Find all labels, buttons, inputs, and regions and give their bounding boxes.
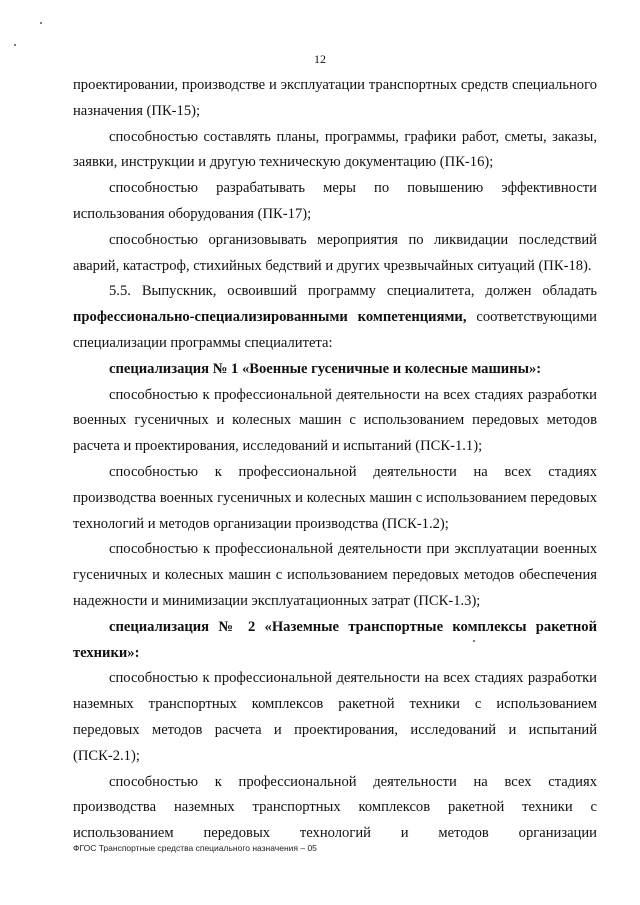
page-footer: ФГОС Транспортные средства специального назначения – 05	[73, 843, 317, 853]
paragraph-5-5-rest: соответствующими специализации программы специалитета:	[73, 309, 597, 351]
scan-speck	[40, 22, 42, 24]
paragraph-psk-1-3: способностью к профессиональной деятельности при эксплуатации военных гусеничных и колесных машин с использованием передовых методов обеспечения надежности и минимизации эксплуатационных затрат (ПСК-1.3);	[73, 541, 597, 609]
paragraph-psk-1-1: способностью к профессиональной деятельности на всех стадиях разработки военных гусеничных и колесных машин с использованием передовых методов расчета и проектирования, исследований и испытаний (ПСК-1.1);	[73, 386, 597, 455]
specialization-2-heading: специализация № 2 «Наземные транспортные комплексы ракетной техники»:	[73, 618, 597, 661]
paragraph-pk18: способностью организовывать мероприятия по ликвидации последствий аварий, катастроф, стихийных бедствий и других чрезвычайных ситуаций (ПК-18).	[73, 231, 597, 274]
paragraph-5-5	[73, 279, 597, 356]
paragraph-pk16: способностью составлять планы, программы, графики работ, сметы, заказы, заявки, инструкции и другую техническую документацию (ПК-16);	[73, 128, 597, 171]
paragraph-psk-2-2: способностью к профессиональной деятельности на всех стадиях производства наземных транспортных комплексов ракетной техники с использованием передовых технологий и методов организации	[73, 773, 597, 842]
scan-speck	[14, 44, 16, 46]
page-number: 12	[314, 52, 326, 66]
paragraph-5-5-intro: 5.5. Выпускник, освоивший программу специалитета, должен обладать	[109, 283, 597, 300]
paragraph-psk-1-2: способностью к профессиональной деятельности на всех стадиях производства военных гусеничных и колесных машин с использованием передовых технологий и методов организации производства (ПСК-1.2);	[73, 463, 597, 532]
specialization-1-heading: специализация № 1 «Военные гусеничные и колесные машины»:	[109, 360, 542, 377]
paragraph-pk17: способностью разрабатывать меры по повышению эффективности использования оборудования (ПК-17);	[73, 180, 597, 222]
paragraph-psk-2-1: способностью к профессиональной деятельности на всех стадиях разработки наземных транспортных комплексов ракетной техники с использованием передовых методов расчета и проектирования, исследований и испытаний (ПСК-2.1);	[73, 670, 597, 764]
paragraph-pk15: проектировании, производстве и эксплуатации транспортных средств специального назначения (ПК-15);	[73, 77, 597, 119]
paragraph-5-5-bold: профессионально-специализированными компетенциями,	[73, 309, 467, 326]
document-body	[73, 73, 597, 847]
